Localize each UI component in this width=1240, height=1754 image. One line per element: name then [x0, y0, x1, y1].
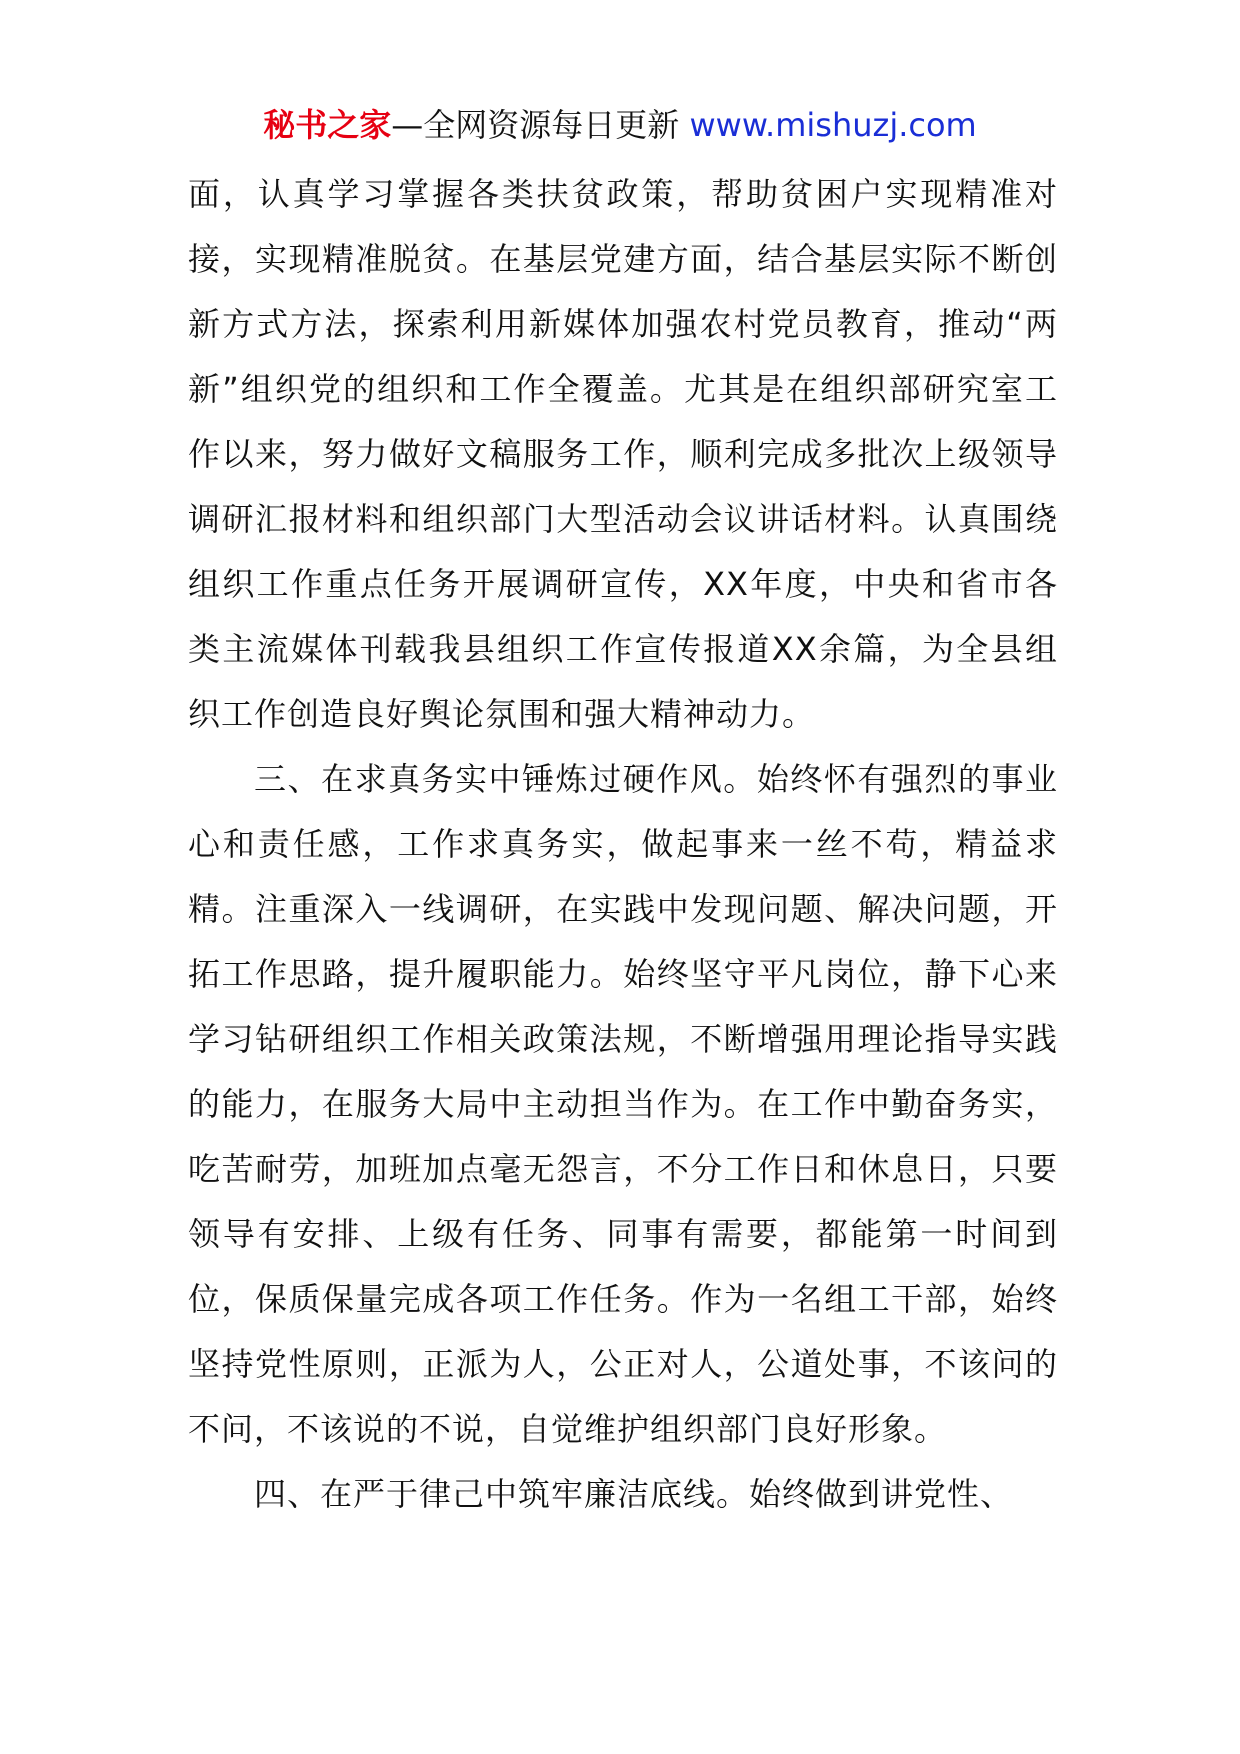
page-header — [0, 100, 1240, 150]
website-link[interactable]: www.mishuzj.com — [689, 106, 977, 144]
header-tagline: —全网资源每日更新 — [391, 106, 690, 144]
paragraph-section-four: 四、在严于律己中筑牢廉洁底线。始终做到讲党性、 — [254, 1475, 1014, 1513]
brand-name: 秘书之家 — [263, 106, 392, 144]
document-body — [188, 162, 1058, 1527]
paragraph-section-three: 三、在求真务实中锤炼过硬作风。始终怀有强烈的事业心和责任感，工作求真务实，做起事来一丝不苟，精益求精。注重深入一线调研，在实践中发现问题、解决问题，开拓工作思路，提升履职能力。始终坚守平凡岗位，静下心来学习钻研组织工作相关政策法规，不断增强用理论指导实践的能力，在服务大局中主动担当作为。在工作中勤奋务实，吃苦耐劳，加班加点毫无怨言，不分工作日和休息日，只要领导有安排、上级有任务、同事有需要，都能第一时间到位，保质保量完成各项工作任务。作为一名组工干部，始终坚持党性原则，正派为人，公正对人，公道处事，不该问的不问，不该说的不说，自觉维护组织部门良好形象。 — [188, 760, 1058, 1448]
paragraph-continuation: 面，认真学习掌握各类扶贫政策，帮助贫困户实现精准对接，实现精准脱贫。在基层党建方面，结合基层实际不断创新方式方法，探索利用新媒体加强农村党员教育，推动“两新”组织党的组织和工作全覆盖。尤其是在组织部研究室工作以来，努力做好文稿服务工作，顺利完成多批次上级领导调研汇报材料和组织部门大型活动会议讲话材料。认真围绕组织工作重点任务开展调研宣传，XX年度，中央和省市各类主流媒体刊载我县组织工作宣传报道XX余篇，为全县组织工作创造良好舆论氛围和强大精神动力。 — [188, 175, 1058, 733]
